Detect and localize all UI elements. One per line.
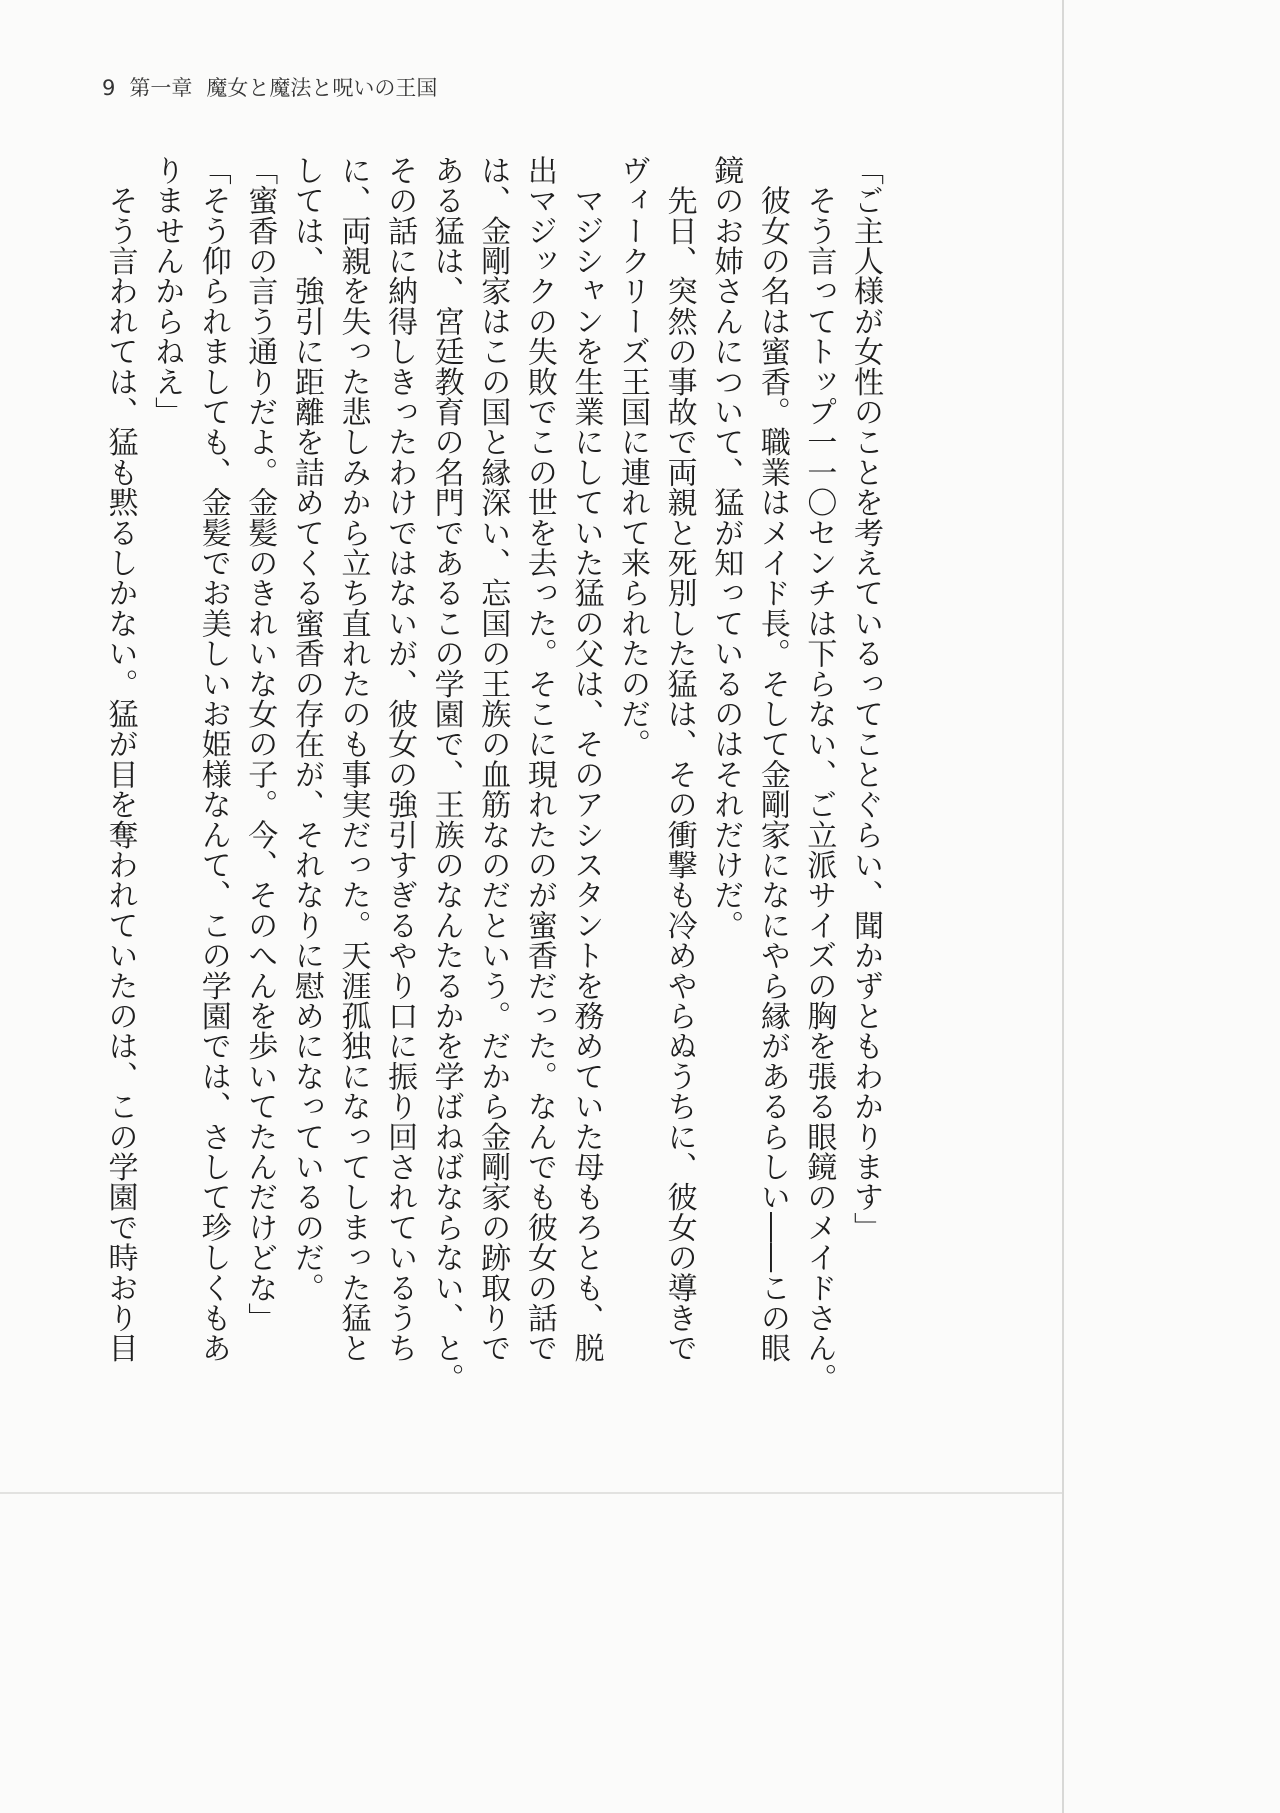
text-line: 「ご主人様が女性のことを考えているってことぐらい、聞かずともわかります」 xyxy=(848,155,883,1243)
text-line: りませんからねえ」 xyxy=(149,155,185,427)
running-header xyxy=(102,72,451,102)
text-line: に、両親を失った悲しみから立ち直れたのも事実だった。天涯孤独になってしまった猛と xyxy=(335,155,371,1363)
text-line: 鏡のお姉さんについて、猛が知っているのはそれだけだ。 xyxy=(708,155,744,941)
text-line: ヴィークリーズ王国に連れて来られたのだ。 xyxy=(615,155,651,759)
text-line: マジシャンを生業にしていた猛の父は、そのアシスタントを務めていた母もろとも、脱 xyxy=(568,155,604,1363)
text-line: 「そう仰られましても、金髪でお美しいお姫様なんて、この学園では、さして珍しくもあ xyxy=(195,155,231,1363)
page-number: 9 xyxy=(102,76,116,100)
text-line: 出マジックの失敗でこの世を去った。そこに現れたのが蜜香だった。なんでも彼女の話で xyxy=(521,155,557,1363)
chapter-title: 魔女と魔法と呪いの王国 xyxy=(206,76,438,100)
text-line: その話に納得しきったわけではないが、彼女の強引すぎるやり口に振り回されているうち xyxy=(382,155,418,1363)
page-edge-horizontal xyxy=(0,1492,1062,1494)
page-edge-vertical xyxy=(1062,0,1064,1813)
text-line: 先日、突然の事故で両親と死別した猛は、その衝撃も冷めやらぬうちに、彼女の導きで xyxy=(661,155,697,1363)
text-line: しては、強引に距離を詰めてくる蜜香の存在が、それなりに慰めになっているのだ。 xyxy=(288,155,324,1303)
novel-body-text xyxy=(96,155,888,1394)
text-line: そう言ってトップ一一〇センチは下らない、ご立派サイズの胸を張る眼鏡のメイドさん。 xyxy=(801,155,837,1394)
text-line: は、金剛家はこの国と縁深い、忘国の王族の血筋なのだという。だから金剛家の跡取りで xyxy=(475,155,511,1363)
text-line: ある猛は、宮廷教育の名門であるこの学園で、王族のなんたるかを学ばねばならない、と。 xyxy=(428,155,464,1394)
chapter-label: 第一章 xyxy=(129,76,193,100)
text-line: 彼女の名は蜜香。職業はメイド長。そして金剛家になにやら縁があるらしい――この眼 xyxy=(754,155,790,1363)
text-line: 「蜜香の言う通りだよ。金髪のきれいな女の子。今、そのへんを歩いてたんだけどな」 xyxy=(242,155,278,1333)
text-line: そう言われては、猛も黙るしかない。猛が目を奪われていたのは、この学園で時おり目 xyxy=(102,155,138,1363)
